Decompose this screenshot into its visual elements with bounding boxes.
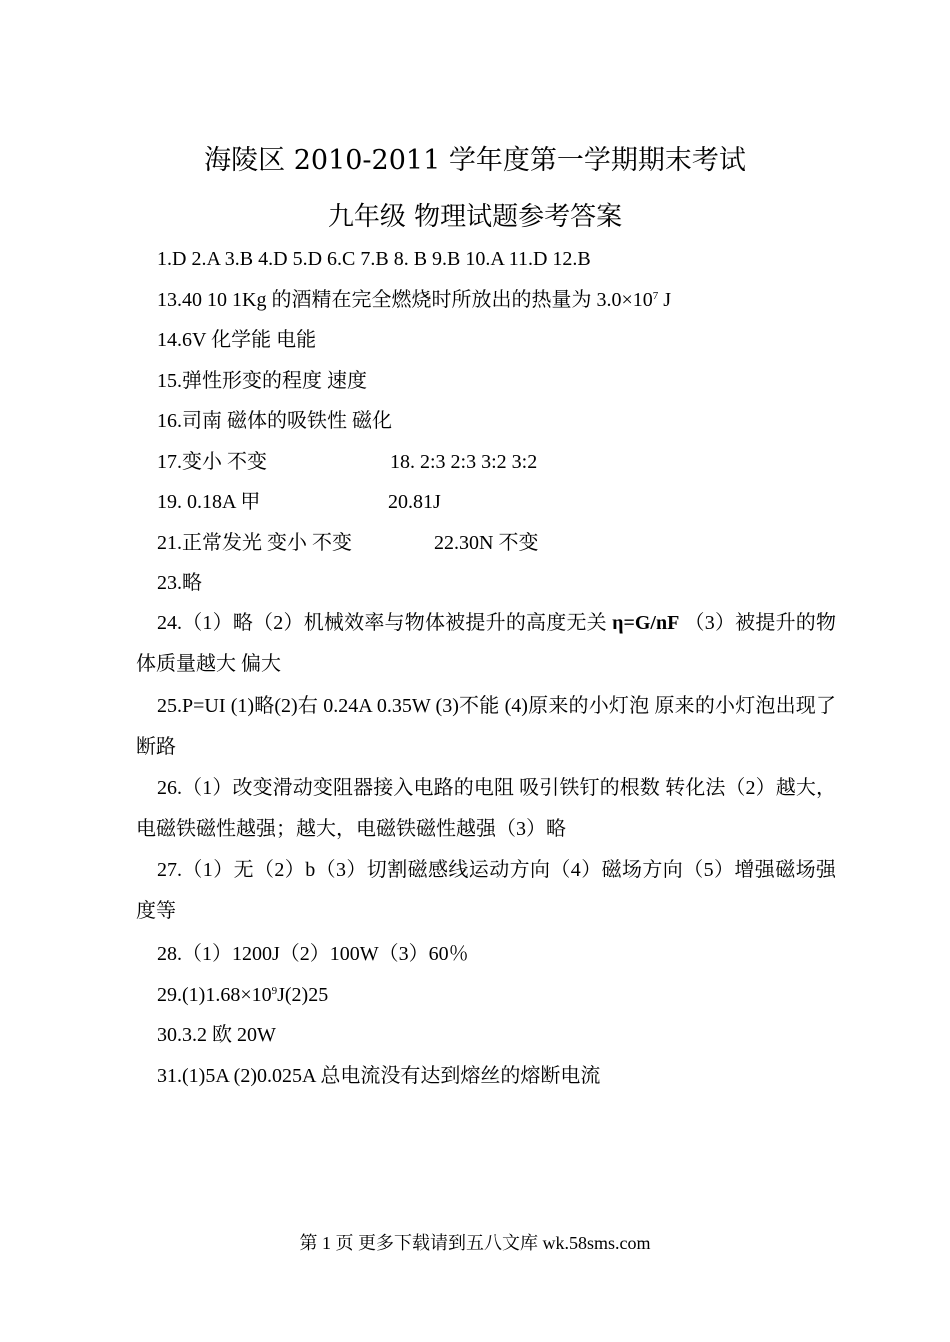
exam-title: 海陵区 2010-2011 学年度第一学期期末考试 <box>204 145 746 176</box>
answer-13-exponent: 7 <box>652 290 659 302</box>
answer-22: 22.30N 不变 <box>434 532 539 554</box>
answer-29 <box>157 981 328 1009</box>
answer-24-formula: η=G/nF <box>612 612 680 634</box>
answer-13-text: 13.40 10 1Kg 的酒精在完全燃烧时所放出的热量为 3.0×10 <box>157 289 653 311</box>
answer-13 <box>157 286 671 314</box>
answer-25: 25.P=UI (1)略(2)右 0.24A 0.35W (3)不能 (4)原来的小灯泡 原来的小灯泡出现了断路 <box>136 695 836 758</box>
answer-29-part1: 29.(1)1.68×10 <box>157 984 272 1006</box>
answer-24 <box>136 603 836 685</box>
answer-21: 21.正常发光 变小 不变 <box>157 532 352 554</box>
answer-15: 15.弹性形变的程度 速度 <box>157 370 367 392</box>
answer-28: 28.（1）1200J（2）100W（3）60％ <box>157 943 469 965</box>
answer-29-exponent: 9 <box>271 985 278 997</box>
answer-13-unit: J <box>658 289 672 311</box>
answer-24-part1: 24.（1）略（2）机械效率与物体被提升的高度无关 <box>157 612 613 634</box>
page-footer: 第 1 页 更多下载请到五八文库 wk.58sms.com <box>299 1233 651 1253</box>
answer-17: 17.变小 不变 <box>157 451 267 473</box>
answer-29-part2: J(2)25 <box>277 984 329 1006</box>
answer-20: 20.81J <box>388 491 441 513</box>
answer-19: 19. 0.18A 甲 <box>157 491 261 513</box>
answer-30: 30.3.2 欧 20W <box>157 1024 276 1046</box>
answer-27: 27.（1）无（2）b（3）切割磁感线运动方向（4）磁场方向（5）增强磁场强度等 <box>136 859 836 922</box>
answer-31: 31.(1)5A (2)0.025A 总电流没有达到熔丝的熔断电流 <box>157 1065 601 1087</box>
answer-1-12: 1.D 2.A 3.B 4.D 5.D 6.C 7.B 8. B 9.B 10.A 11.D 12.B <box>157 248 591 270</box>
answer-key-subtitle: 九年级 物理试题参考答案 <box>327 202 623 232</box>
answer-24-part2: （3）被提升的物体质量越大 偏大 <box>136 612 837 675</box>
answer-26: 26.（1）改变滑动变阻器接入电路的电阻 吸引铁钉的根数 转化法（2）越大，电磁铁磁性越强；越大，电磁铁磁性越强（3）略 <box>136 777 836 840</box>
answer-23: 23.略 <box>157 572 202 594</box>
answer-14: 14.6V 化学能 电能 <box>157 329 317 351</box>
answer-16: 16.司南 磁体的吸铁性 磁化 <box>157 410 392 432</box>
answer-18: 18. 2:3 2:3 3:2 3:2 <box>390 451 538 473</box>
